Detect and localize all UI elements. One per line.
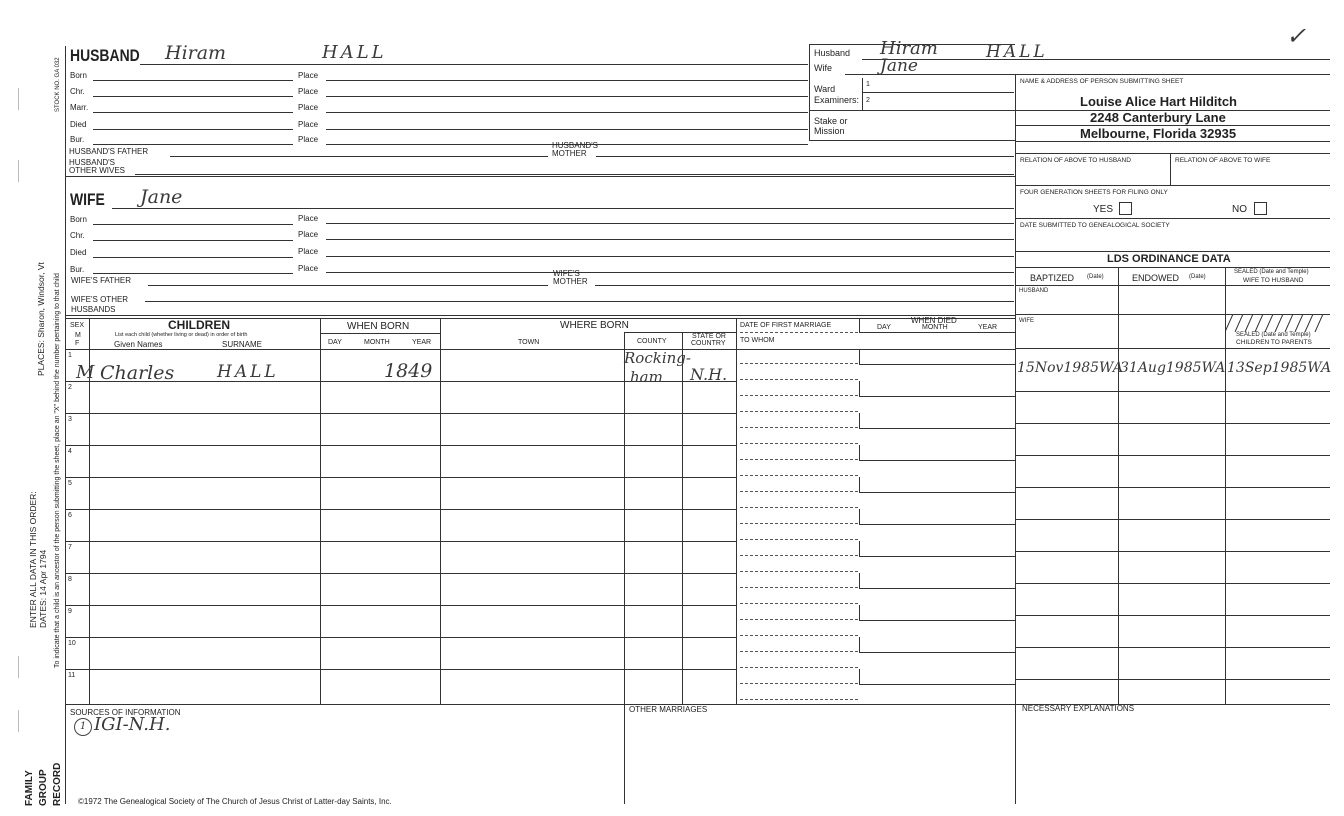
topright-husband-label: Husband	[814, 48, 851, 58]
wife-died-place-label: Place	[298, 247, 319, 256]
side-dates: DATES: 14 Apr 1794	[38, 549, 48, 628]
lds-row-line	[1015, 487, 1330, 488]
child-row-number: 8	[68, 576, 72, 583]
husband-chr-label: Chr.	[70, 87, 85, 96]
husband-mother-label-2: MOTHER	[552, 149, 587, 158]
no-checkbox[interactable]	[1254, 202, 1267, 215]
check-mark: ✓	[1286, 22, 1307, 50]
side-enter: ENTER ALL DATA IN THIS ORDER:	[28, 491, 38, 628]
surname-header: SURNAME	[222, 340, 263, 349]
child-row-number: 5	[68, 480, 72, 487]
child1-endowed: 31Aug1985WA	[1120, 360, 1226, 376]
wife-given: Jane	[140, 186, 183, 208]
lds-sealed-wife-2: WIFE TO HUSBAND	[1243, 277, 1304, 284]
marriage-date-line	[740, 363, 858, 364]
died-line	[859, 460, 1015, 461]
marriage-whom-line	[740, 507, 858, 508]
born-day-header: DAY	[328, 339, 342, 346]
lds-row-line	[1015, 423, 1330, 424]
died-month-header: MONTH	[922, 324, 948, 331]
wife-died-label: Died	[70, 248, 87, 257]
date-submitted-label: DATE SUBMITTED TO GENEALOGICAL SOCIETY	[1020, 222, 1170, 229]
lds-row-line	[1015, 391, 1330, 392]
marriage-whom-line	[740, 635, 858, 636]
died-line	[859, 684, 1015, 685]
husband-father-label: HUSBAND'S FATHER	[69, 147, 149, 156]
child-row-number: 9	[68, 608, 72, 615]
lds-husband-row: HUSBAND	[1019, 288, 1049, 294]
marriage-whom-line	[740, 475, 858, 476]
lds-sealed-child-2: CHILDREN TO PARENTS	[1236, 339, 1312, 346]
copyright: ©1972 The Genealogical Society of The Church of Jesus Christ of Latter-day Saints, Inc.	[78, 797, 392, 806]
marriage-date-line	[740, 459, 858, 460]
side-indicate-text: To indicate that a child is an ancestor of the person submitting the sheet, place an "X" behind the number pertaining to that child	[54, 273, 61, 668]
died-line	[859, 556, 1015, 557]
died-box	[859, 541, 860, 556]
lds-endowed-date: (Date)	[1189, 274, 1206, 280]
marriage-date-line	[740, 683, 858, 684]
submitter-city: Melbourne, Florida 32935	[1080, 126, 1237, 141]
lds-row-line	[1015, 583, 1330, 584]
husband-other-wives-1: HUSBAND'S	[69, 158, 115, 167]
husband-died-place-label: Place	[298, 120, 319, 129]
child1-year: 1849	[384, 360, 433, 382]
children-header: CHILDREN	[168, 318, 230, 332]
died-box	[859, 477, 860, 492]
sources-number-icon: 1	[74, 718, 92, 736]
submitter-name: Louise Alice Hart Hilditch	[1080, 94, 1237, 109]
sex-f: F	[75, 340, 80, 347]
wife-born-label: Born	[70, 215, 87, 224]
died-box	[859, 669, 860, 684]
no-label: NO	[1232, 204, 1247, 215]
table-row	[65, 637, 736, 638]
state-header-1: STATE OR	[692, 333, 726, 340]
table-row	[65, 509, 736, 510]
table-row	[65, 573, 736, 574]
mission-label: Mission	[814, 126, 845, 136]
submitter-street: 2248 Canterbury Lane	[1090, 110, 1226, 125]
husband-surname: HALL	[322, 42, 387, 63]
lds-baptized-date: (Date)	[1087, 274, 1104, 280]
given-names-header: Given Names	[114, 340, 163, 349]
yes-checkbox[interactable]	[1119, 202, 1132, 215]
husband-marr-place-label: Place	[298, 103, 319, 112]
examiner-1: 1	[866, 81, 870, 88]
yes-label: YES	[1093, 204, 1114, 215]
state-header-2: COUNTRY	[691, 340, 726, 347]
born-month-header: MONTH	[364, 339, 390, 346]
husband-born-label: Born	[70, 71, 87, 80]
wife-bur-place-label: Place	[298, 264, 319, 273]
died-box	[859, 573, 860, 588]
died-line	[859, 620, 1015, 621]
child-row-number: 7	[68, 544, 72, 551]
lds-baptized: BAPTIZED	[1030, 273, 1075, 283]
marriage-whom-line	[740, 539, 858, 540]
first-marriage-header: DATE OF FIRST MARRIAGE	[740, 322, 832, 329]
wife-label: WIFE	[70, 190, 105, 209]
table-row	[65, 477, 736, 478]
hatch-icon	[1225, 314, 1330, 332]
four-gen-label: FOUR GENERATION SHEETS FOR FILING ONLY	[1020, 189, 1168, 196]
county-header: COUNTY	[637, 338, 667, 345]
wife-mother-label-2: MOTHER	[553, 277, 588, 286]
marriage-whom-line	[740, 667, 858, 668]
lds-sealed-wife-1: SEALED (Date and Temple)	[1234, 269, 1309, 275]
child-row-number: 2	[68, 384, 72, 391]
husband-chr-place-label: Place	[298, 87, 319, 96]
born-year-header: YEAR	[412, 339, 432, 346]
title-family: FAMILY	[24, 770, 35, 806]
child1-given: Charles	[100, 362, 175, 384]
marriage-whom-line	[740, 379, 858, 380]
husband-bur-place-label: Place	[298, 135, 319, 144]
topright-wife-label: Wife	[814, 63, 832, 73]
marriage-date-line	[740, 395, 858, 396]
child1-baptized: 15Nov1985WA	[1017, 360, 1123, 376]
husband-bur-label: Bur.	[70, 135, 85, 144]
marriage-date-line	[740, 651, 858, 652]
submitter-header: NAME & ADDRESS OF PERSON SUBMITTING SHEET	[1020, 78, 1184, 85]
child-row-number: 1	[68, 352, 72, 359]
child1-sex: M	[76, 362, 95, 383]
lds-header: LDS ORDINANCE DATA	[1107, 253, 1231, 265]
marriage-date-line	[740, 523, 858, 524]
marriage-date-line	[740, 491, 858, 492]
wife-mother-label-1: WIFE'S	[553, 269, 580, 278]
died-line	[859, 364, 1015, 365]
topright-husband-surname: HALL	[986, 42, 1048, 62]
title-group: GROUP	[38, 769, 49, 806]
child-row-number: 4	[68, 448, 72, 455]
died-day-header: DAY	[877, 324, 891, 331]
died-line	[859, 492, 1015, 493]
table-row	[65, 669, 736, 670]
died-box	[859, 605, 860, 620]
husband-died-label: Died	[70, 120, 87, 129]
husband-given: Hiram	[165, 42, 227, 64]
died-line	[859, 524, 1015, 525]
lds-row-line	[1015, 455, 1330, 456]
marriage-whom-line	[740, 443, 858, 444]
wife-chr-place-label: Place	[298, 230, 319, 239]
lds-row-line	[1015, 615, 1330, 616]
died-line	[859, 428, 1015, 429]
side-places: PLACES: Sharon, Windsor, Vt	[36, 262, 46, 376]
sex-header: SEX	[70, 322, 85, 329]
sources-label: SOURCES OF INFORMATION	[70, 708, 181, 717]
relation-husband: RELATION OF ABOVE TO HUSBAND	[1020, 157, 1131, 164]
husband-marr-label: Marr.	[70, 103, 89, 112]
title-record: RECORD	[52, 762, 63, 806]
relation-wife: RELATION OF ABOVE TO WIFE	[1175, 157, 1271, 164]
wife-born-place-label: Place	[298, 214, 319, 223]
died-box	[859, 381, 860, 396]
died-box	[859, 445, 860, 460]
table-row	[65, 605, 736, 606]
child-row-number: 3	[68, 416, 72, 423]
lds-endowed: ENDOWED	[1132, 273, 1179, 283]
died-line	[859, 588, 1015, 589]
ward-label: Ward	[814, 84, 836, 94]
child1-sealed: 13Sep1985WA	[1227, 360, 1332, 376]
wife-other-husbands-1: WIFE'S OTHER	[71, 295, 129, 304]
lds-row-line	[1015, 679, 1330, 680]
child-row-number: 10	[68, 640, 76, 647]
examiners-label: Examiners:	[814, 95, 860, 105]
marriage-date-line	[740, 587, 858, 588]
died-box	[859, 509, 860, 524]
topright-husband-value: Hiram	[880, 38, 938, 59]
necessary-explanations-label: NECESSARY EXPLANATIONS	[1022, 704, 1135, 713]
child-row-number: 11	[68, 672, 76, 679]
sex-m: M	[75, 332, 81, 339]
examiner-2: 2	[866, 97, 870, 104]
to-whom-header: TO WHOM	[740, 337, 775, 344]
topright-wife-value: Jane	[880, 56, 918, 76]
wife-father-label: WIFE'S FATHER	[71, 276, 132, 285]
child1-state: N.H.	[690, 365, 728, 384]
marriage-date-line	[740, 555, 858, 556]
marriage-date-line	[740, 619, 858, 620]
husband-born-place-label: Place	[298, 71, 319, 80]
children-instruction: List each child (whether living or dead) in order of birth	[115, 332, 248, 338]
child-row-number: 6	[68, 512, 72, 519]
child1-surname: HALL	[217, 362, 279, 382]
died-box	[859, 413, 860, 428]
table-row	[65, 413, 736, 414]
died-box	[859, 349, 860, 364]
died-year-header: YEAR	[978, 324, 998, 331]
lds-wife-row: WIFE	[1019, 318, 1034, 324]
died-line	[859, 396, 1015, 397]
wife-other-husbands-2: HUSBANDS	[71, 305, 116, 314]
wife-chr-label: Chr.	[70, 231, 85, 240]
lds-sealed-child-1: SEALED (Date and Temple)	[1236, 332, 1311, 338]
sources-value: IGI-N.H.	[94, 714, 171, 735]
town-header: TOWN	[518, 339, 540, 346]
other-marriages-label: OTHER MARRIAGES	[629, 705, 708, 714]
table-row	[65, 541, 736, 542]
marriage-whom-line	[740, 603, 858, 604]
marriage-whom-line	[740, 571, 858, 572]
when-died-header: WHEN DIED	[911, 316, 957, 325]
child1-county-2: ham	[630, 368, 663, 386]
lds-row-line	[1015, 551, 1330, 552]
when-born-header: WHEN BORN	[347, 321, 410, 332]
marriage-whom-line	[740, 699, 858, 700]
marriage-whom-line	[740, 411, 858, 412]
lds-row-line	[1015, 647, 1330, 648]
child1-county-1: Rocking-	[624, 349, 691, 367]
wife-bur-label: Bur.	[70, 265, 85, 274]
stock-number: STOCK NO. GA 032	[55, 57, 61, 112]
husband-label: HUSBAND	[70, 46, 140, 65]
died-line	[859, 652, 1015, 653]
lds-row-line	[1015, 519, 1330, 520]
died-box	[859, 637, 860, 652]
where-born-header: WHERE BORN	[560, 320, 629, 331]
stake-label: Stake or	[814, 116, 848, 126]
husband-mother-label-1: HUSBAND'S	[552, 141, 598, 150]
table-row	[65, 445, 736, 446]
husband-other-wives-2: OTHER WIVES	[69, 166, 126, 175]
marriage-date-line	[740, 427, 858, 428]
